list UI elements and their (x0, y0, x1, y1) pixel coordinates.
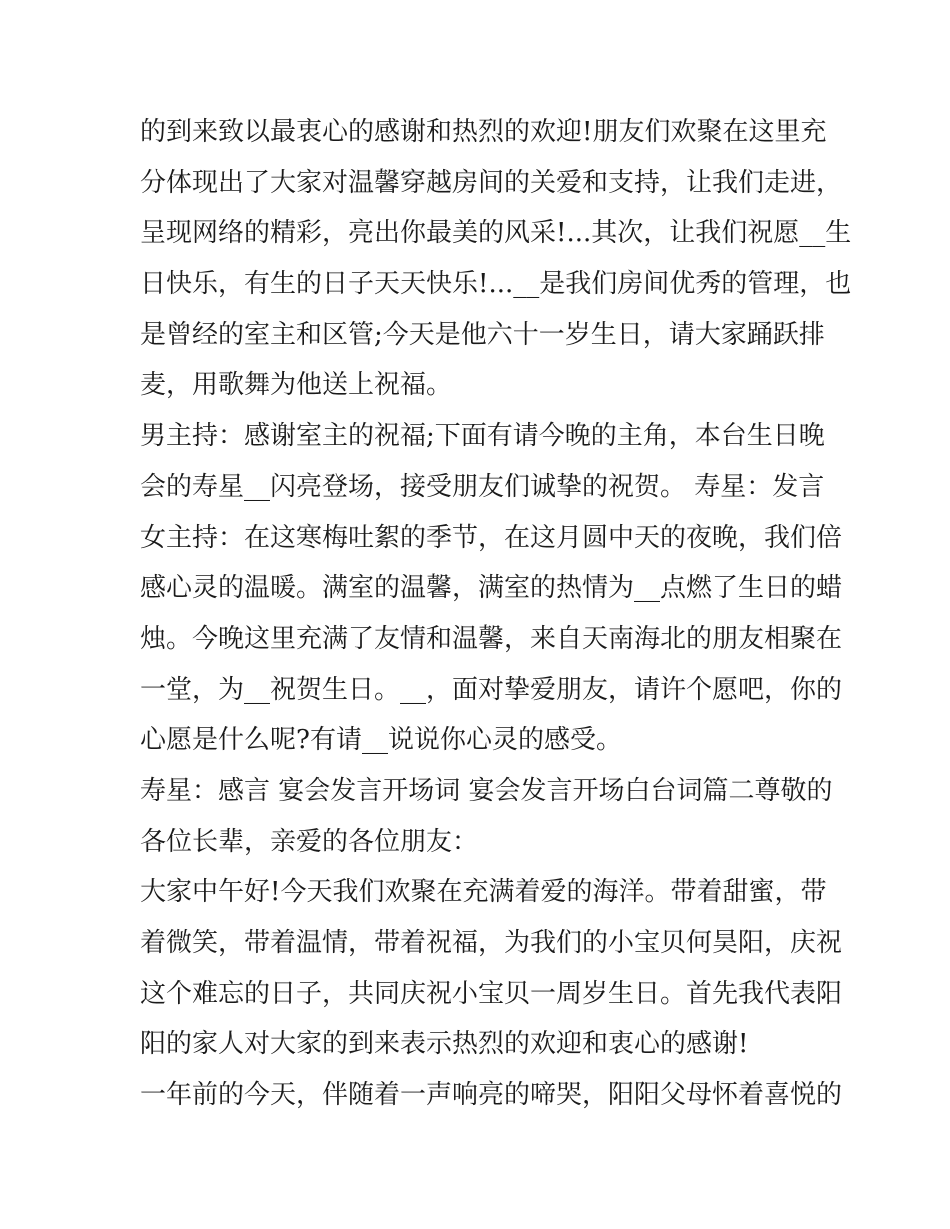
text-line: 一堂，为__祝贺生日。__，面对挚爱朋友，请许个愿吧，你的 (140, 674, 843, 705)
text-line: 麦，用歌舞为他送上祝福。 (140, 370, 453, 401)
text-line: 感心灵的温暖。满室的温馨，满室的热情为__点燃了生日的蜡 (140, 573, 843, 604)
text-line: 会的寿星__闪亮登场，接受朋友们诚挚的祝贺。 寿星：发言 (140, 471, 825, 502)
document-body (140, 107, 852, 1121)
text-line: 是曾经的室主和区管;今天是他六十一岁生日，请大家踊跃排 (140, 319, 825, 350)
text-line: 日快乐，有生的日子天天快乐!...__是我们房间优秀的管理，也 (140, 269, 852, 300)
text-line: 大家中午好!今天我们欢聚在充满着爱的海洋。带着甜蜜，带 (140, 877, 827, 908)
text-line: 寿星：感言 宴会发言开场词 宴会发言开场白台词篇二尊敬的 (140, 775, 833, 806)
text-line: 这个难忘的日子，共同庆祝小宝贝一周岁生日。首先我代表阳 (140, 978, 843, 1009)
text-line: 的到来致以最衷心的感谢和热烈的欢迎!朋友们欢聚在这里充 (140, 117, 827, 147)
text-line: 着微笑，带着温情，带着祝福，为我们的小宝贝何昊阳，庆祝 (140, 928, 843, 958)
text-line: 分体现出了大家对温馨穿越房间的关爱和支持，让我们走进， (140, 167, 843, 198)
text-line: 呈现网络的精彩，亮出你最美的风采!...其次，让我们祝愿__生 (140, 218, 852, 249)
text-line: 男主持：感谢室主的祝福;下面有请今晚的主角，本台生日晚 (140, 421, 825, 452)
text-line: 各位长辈，亲爱的各位朋友： (140, 826, 479, 857)
text-line: 女主持：在这寒梅吐絮的季节，在这月圆中天的夜晚，我们倍 (140, 522, 843, 553)
text-line: 烛。今晚这里充满了友情和温馨，来自天南海北的朋友相聚在 (140, 623, 843, 654)
text-line: 心愿是什么呢?有请__说说你心灵的感受。 (140, 725, 622, 756)
text-line: 一年前的今天，伴随着一声响亮的啼哭，阳阳父母怀着喜悦的 (140, 1080, 843, 1111)
text-line: 阳的家人对大家的到来表示热烈的欢迎和衷心的感谢! (140, 1029, 749, 1060)
